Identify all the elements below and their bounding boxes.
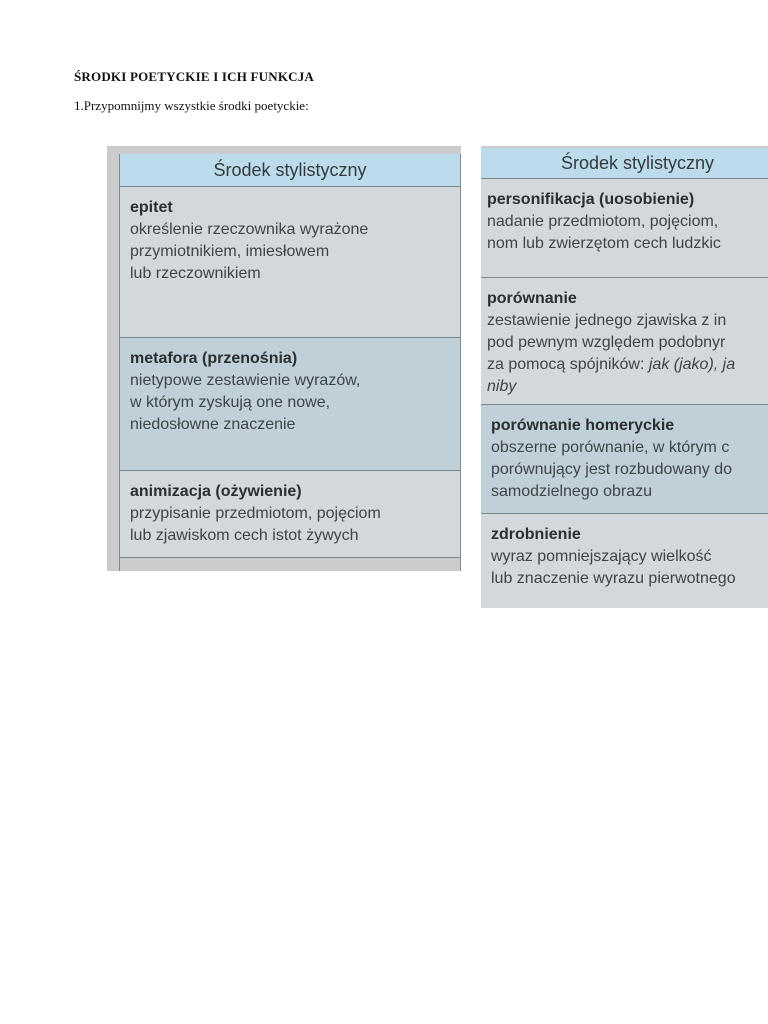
- definition-line: nom lub zwierzętom cech ludzkic: [487, 235, 721, 252]
- definition-line: przymiotnikiem, imiesłowem: [130, 243, 330, 260]
- definition-line: pod pewnym względem podobnyr: [487, 334, 726, 351]
- term-label: personifikacja (uosobienie): [487, 191, 695, 208]
- left-table: [119, 154, 461, 571]
- definition-line: [487, 376, 758, 398]
- definition-line: lub rzeczownikiem: [130, 265, 261, 282]
- document-title: ŚRODKI POETYCKIE I ICH FUNKCJA: [74, 69, 315, 84]
- definition-line: w którym zyskują one nowe,: [130, 394, 331, 411]
- table-row: [481, 278, 768, 405]
- definition-line: określenie rzeczownika wyrażone: [130, 221, 369, 238]
- table-row: [481, 405, 768, 514]
- term-label: porównanie: [487, 290, 577, 307]
- term-label: zdrobnienie: [491, 526, 581, 543]
- definition-line: samodzielnego obrazu: [491, 483, 652, 500]
- left-table-header: Środek stylistyczny: [120, 154, 460, 187]
- definition-line: wyraz pomniejszający wielkość: [491, 548, 712, 565]
- definition-italic: niby: [487, 378, 517, 395]
- table-row: [481, 514, 768, 608]
- definition-line: lub znaczenie wyrazu pierwotnego: [491, 570, 736, 587]
- photo-left-table: [107, 146, 461, 571]
- definition-line: [487, 354, 758, 376]
- table-row: [120, 471, 460, 558]
- right-table-header: Środek stylistyczny: [481, 148, 768, 179]
- term-label: metafora (przenośnia): [130, 350, 298, 367]
- definition-line: nadanie przedmiotom, pojęciom,: [487, 213, 719, 230]
- photo-right-table: [481, 146, 768, 608]
- term-label: epitet: [130, 199, 173, 216]
- definition-italic: jak (jako), ja: [648, 356, 736, 373]
- definition-line: lub zjawiskom cech istot żywych: [130, 527, 359, 544]
- right-table: [481, 148, 768, 608]
- table-row: [481, 179, 768, 278]
- table-row: [120, 187, 460, 338]
- definition-line: obszerne porównanie, w którym c: [491, 439, 730, 456]
- definition-text: za pomocą spójników:: [487, 356, 649, 373]
- definition-line: nietypowe zestawienie wyrazów,: [130, 372, 361, 389]
- definition-line: przypisanie przedmiotom, pojęciom: [130, 505, 381, 522]
- intro-line: 1.Przypomnijmy wszystkie środki poetyckie:: [74, 98, 309, 113]
- table-row: [120, 338, 460, 471]
- term-label: animizacja (ożywienie): [130, 483, 302, 500]
- term-label: porównanie homeryckie: [491, 417, 675, 434]
- definition-line: niedosłowne znaczenie: [130, 416, 296, 433]
- definition-line: zestawienie jednego zjawiska z in: [487, 312, 727, 329]
- definition-line: porównujący jest rozbudowany do: [491, 461, 733, 478]
